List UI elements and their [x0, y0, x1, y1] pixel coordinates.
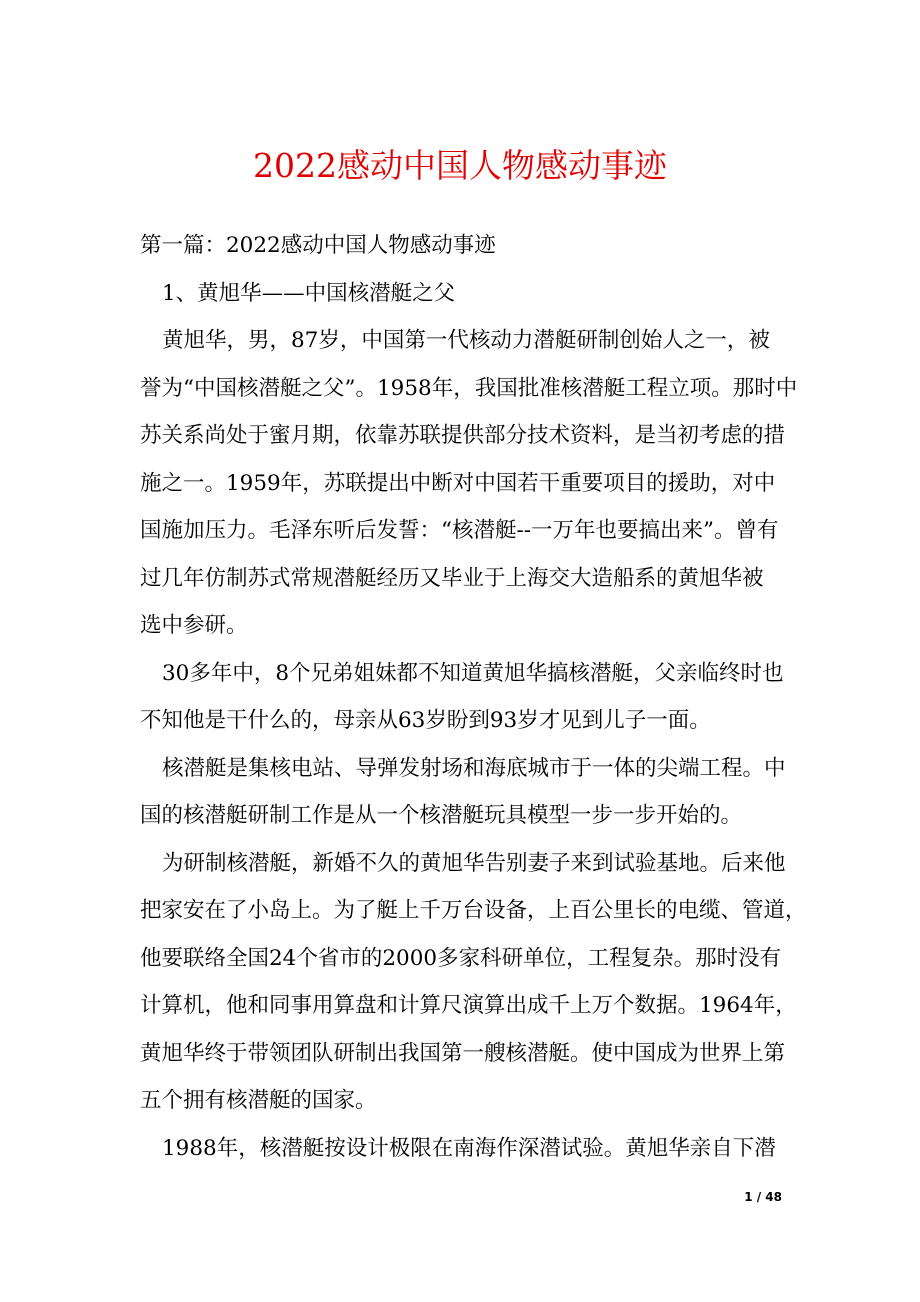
paragraph-line: 他要联络全国24个省市的2000多家科研单位，工程复杂。那时没有: [140, 945, 782, 971]
document-title: 2022感动中国人物感动事迹: [253, 146, 667, 185]
paragraph-line: 1988年，核潜艇按设计极限在南海作深潜试验。黄旭华亲自下潜: [162, 1135, 776, 1161]
paragraph-line: 把家安在了小岛上。为了艇上千万台设备，上百公里长的电缆、管道，: [140, 898, 807, 923]
page-number: 1 / 48: [744, 1190, 782, 1204]
paragraph-line: 国的核潜艇研制工作是从一个核潜艇玩具模型一步一步开始的。: [140, 803, 743, 828]
paragraph-line: 过几年仿制苏式常规潜艇经历又毕业于上海交大造船系的黄旭华被: [140, 565, 764, 591]
paragraph-line: 黄旭华终于带领团队研制出我国第一艘核潜艇。使中国成为世界上第: [140, 1040, 786, 1066]
paragraph-line: 30多年中，8个兄弟姐妹都不知道黄旭华搞核潜艇，父亲临终时也: [162, 660, 784, 686]
paragraph-line: 核潜艇是集核电站、导弹发射场和海底城市于一体的尖端工程。中: [162, 755, 786, 781]
paragraph-line: 施之一。1959年，苏联提出中断对中国若干重要项目的援助，对中: [140, 470, 776, 496]
paragraph-line: 黄旭华，男，87岁，中国第一代核动力潜艇研制创始人之一，被: [162, 328, 770, 353]
subsection-heading: 1、黄旭华——中国核潜艇之父: [162, 280, 456, 306]
paragraph-line: 不知他是干什么的，母亲从63岁盼到93岁才见到儿子一面。: [140, 708, 711, 733]
paragraph-line: 五个拥有核潜艇的国家。: [140, 1088, 377, 1113]
paragraph-line: 苏关系尚处于蜜月期，依靠苏联提供部分技术资料，是当初考虑的措: [140, 423, 786, 448]
paragraph-line: 计算机，他和同事用算盘和计算尺演算出成千上万个数据。1964年，: [140, 993, 797, 1018]
paragraph-line: 国施加压力。毛泽东听后发誓：“核潜艇--一万年也要搞出来”。曾有: [140, 518, 779, 543]
document-body: [140, 228, 807, 1178]
section-heading: 第一篇：2022感动中国人物感动事迹: [140, 233, 496, 258]
paragraph-line: 誉为“中国核潜艇之父”。1958年，我国批准核潜艇工程立项。那时中: [140, 375, 798, 401]
paragraph-line: 选中参研。: [140, 613, 248, 638]
paragraph-line: 为研制核潜艇，新婚不久的黄旭华告别妻子来到试验基地。后来他: [162, 850, 786, 876]
